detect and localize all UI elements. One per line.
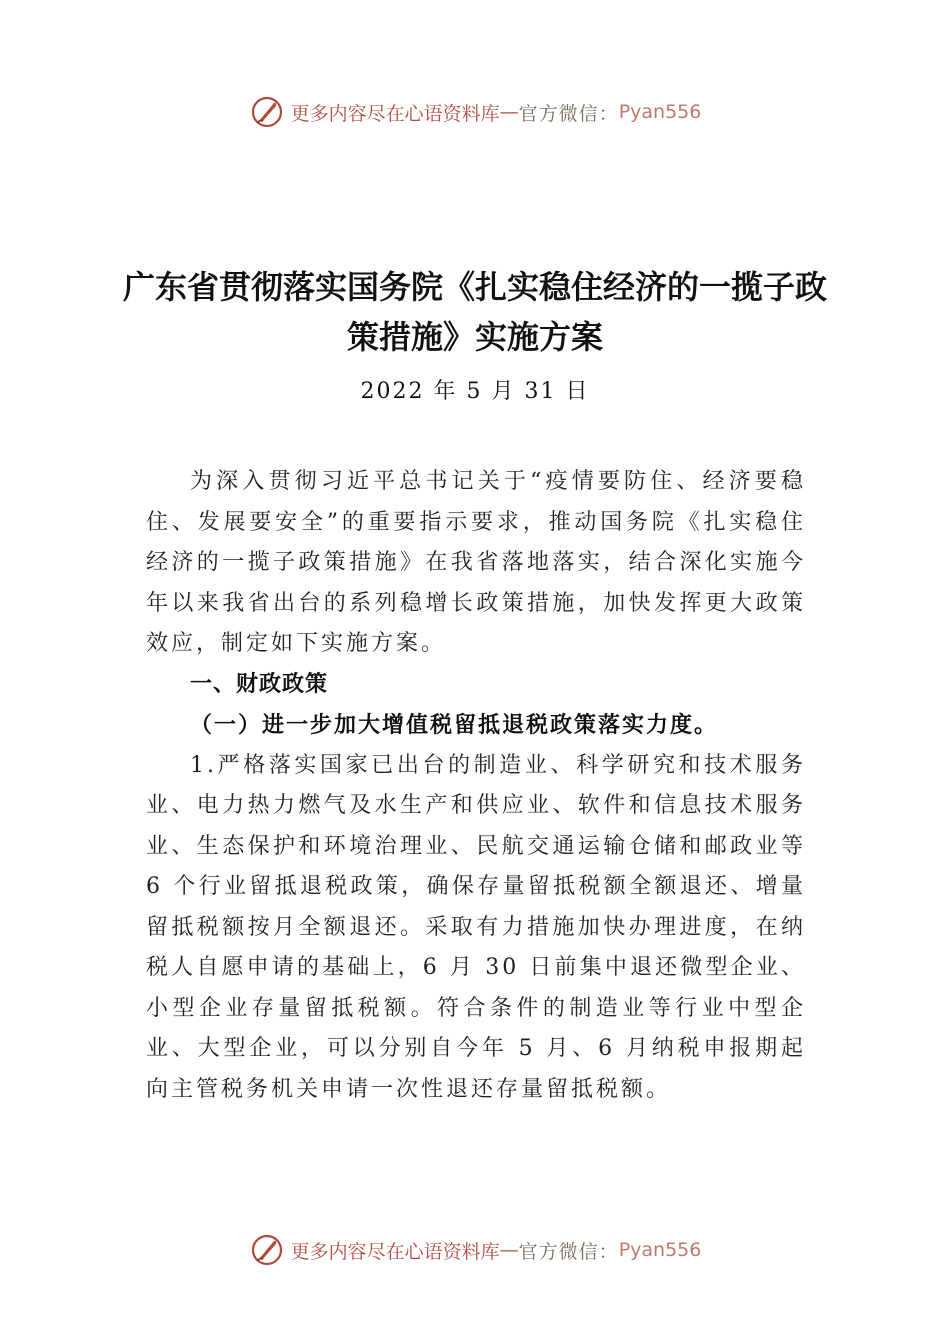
- watermark-text: 更多内容尽在心语资料库: [290, 102, 500, 125]
- document-body: [146, 462, 806, 1110]
- wechat-label: 官方微信：: [518, 1240, 619, 1263]
- quill-pen-icon: [249, 1232, 285, 1268]
- watermark-banner-bottom: [0, 1232, 950, 1268]
- document-date: 2022 年 5 月 31 日: [360, 379, 590, 404]
- intro-paragraph: 为深入贯彻习近平总书记关于“疫情要防住、经济要稳住、发展要安全”的重要指示要求，推动国务院《扎实稳住经济的一揽子政策措施》在我省落地落实，结合深化实施今年以来我省出台的系列稳增长政策措施，加快发挥更大政策效应，制定如下实施方案。: [146, 469, 806, 656]
- section-heading: 一、财政政策: [190, 671, 329, 697]
- wechat-label: 官方微信：: [518, 102, 619, 125]
- watermark-separator: —: [499, 101, 519, 123]
- quill-pen-icon: [249, 94, 285, 130]
- subsection-heading: （一）进一步加大增值税留抵退税政策落实力度。: [190, 712, 719, 738]
- watermark-text: 更多内容尽在心语资料库: [290, 1240, 500, 1263]
- wechat-id: Pyan556: [618, 1239, 702, 1261]
- item-paragraph: 1.严格落实国家已出台的制造业、科学研究和技术服务业、电力热力燃气及水生产和供应业、软件和信息技术服务业、生态保护和环境治理业、民航交通运输仓储和邮政业等 6 个行业留抵退税政策，确保存量留抵税额全额退还、增量留抵税额按月全额退还。采取有力措施加快办理进度，在纳税人自愿申请的基础上，6 月 30 日前集中退还微型企业、小型企业存量留抵税额。符合条件的制造业等行业中型企业、大型企业，可以分别自今年 5 月、6 月纳税申报期起向主管税务机关申请一次性退还存量留抵税额。: [146, 752, 806, 1102]
- watermark-banner-top: [0, 94, 950, 130]
- watermark-separator: —: [499, 1239, 519, 1261]
- document-title: 广东省贯彻落实国务院《扎实稳住经济的一揽子政策措施》实施方案: [122, 268, 827, 356]
- wechat-id: Pyan556: [618, 101, 702, 123]
